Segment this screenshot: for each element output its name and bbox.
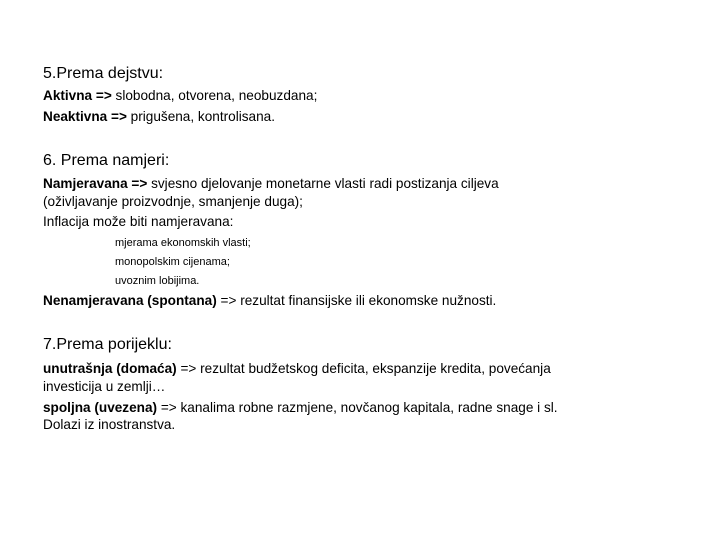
section-6-line-3: Inflacija može biti namjeravana: — [43, 214, 234, 229]
section-7-line-4: Dolazi iz inostranstva. — [43, 417, 176, 432]
sub-item: uvoznim lobijima. — [115, 275, 200, 287]
section-7-heading: 7.Prema porijeklu: — [43, 336, 172, 353]
sub-item: mjerama ekonomskih vlasti; — [115, 237, 251, 249]
aktivna-description: slobodna, otvorena, neobuzdana; — [111, 88, 318, 103]
section-5-heading: 5.Prema dejstvu: — [43, 65, 164, 82]
nenamjeravana-description: => rezultat finansijske ili ekonomske nužnosti. — [216, 293, 497, 308]
neaktivna-term: Neaktivna => — [43, 109, 127, 124]
aktivna-term: Aktivna => — [43, 88, 112, 103]
section-7-line-2: investicija u zemlji… — [43, 379, 166, 394]
section-5-line-2 — [43, 108, 275, 125]
section-7-line-3 — [43, 399, 558, 416]
spoljna-term: spoljna (uvezena) — [43, 400, 158, 415]
section-7-line-1 — [43, 360, 551, 377]
sub-item: monopolskim cijenama; — [115, 256, 230, 268]
section-6-line-4 — [43, 292, 496, 309]
spoljna-description: => kanalima robne razmjene, novčanog kapitala, radne snage i sl. — [157, 400, 558, 415]
section-5-line-1 — [43, 87, 317, 104]
neaktivna-description: prigušena, kontrolisana. — [126, 109, 276, 124]
unutrasnja-description: => rezultat budžetskog deficita, ekspanzije kredita, povećanja — [176, 361, 551, 376]
nenamjeravana-term: Nenamjeravana (spontana) — [43, 293, 217, 308]
unutrasnja-term: unutrašnja (domaća) — [43, 361, 177, 376]
section-6-line-1 — [43, 175, 499, 192]
section-6-heading: 6. Prema namjeri: — [43, 152, 170, 169]
namjeravana-description: svjesno djelovanje monetarne vlasti radi postizanja ciljeva — [147, 176, 499, 191]
namjeravana-term: Namjeravana => — [43, 176, 148, 191]
section-6-line-2: (oživljavanje proizvodnje, smanjenje duga); — [43, 194, 303, 209]
